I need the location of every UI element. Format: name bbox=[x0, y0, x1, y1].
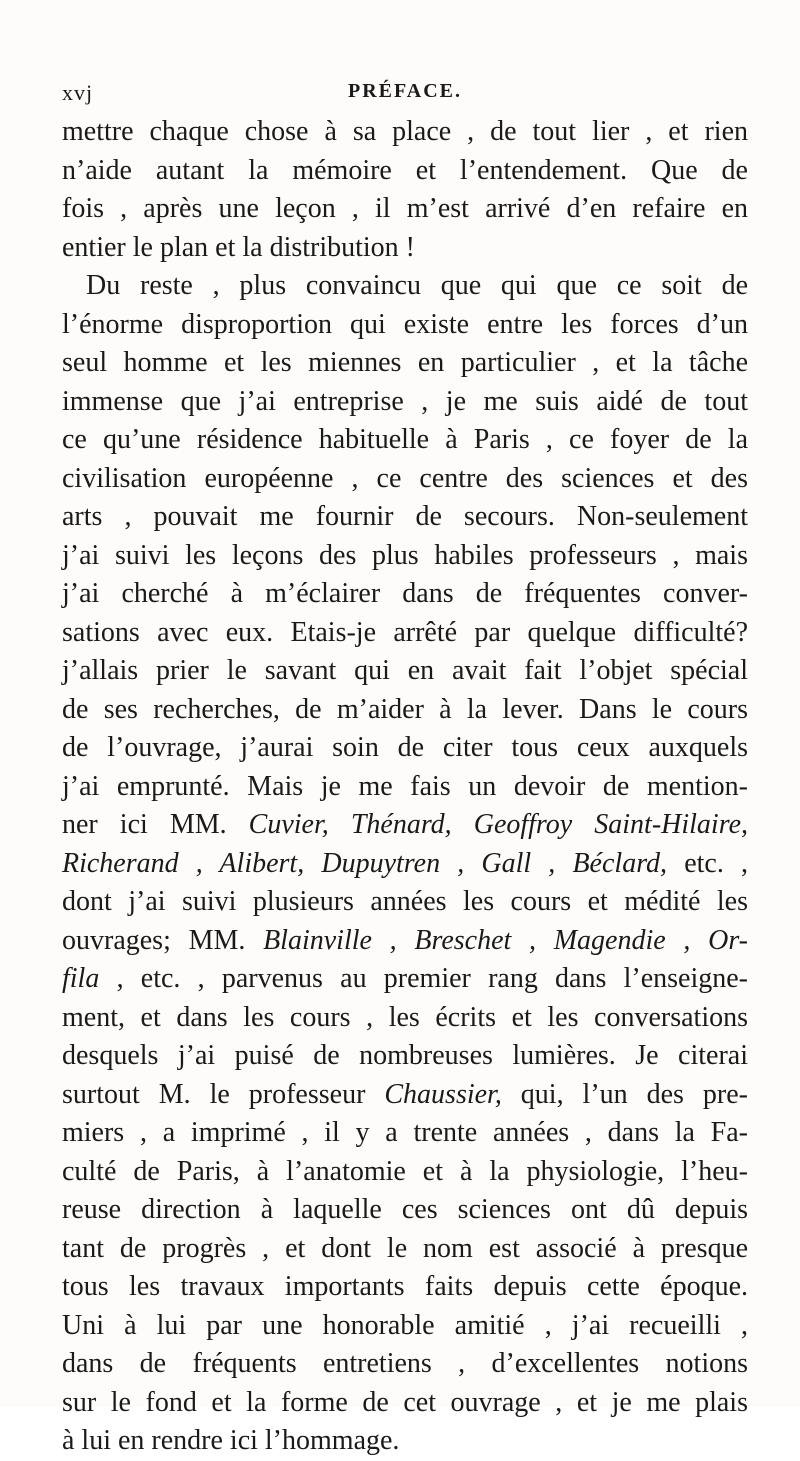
text-line: de ses recherches, de m’aider à la lever. Dans le cours bbox=[62, 693, 748, 725]
text-line: Richerand , Alibert, Dupuytren , Gall , Béclard, etc. , bbox=[62, 847, 749, 879]
text-line: miers , a imprimé , il y a trente années , dans la Fa- bbox=[62, 1117, 748, 1148]
text-line: j’allais prier le savant qui en avait fait l’objet spécial bbox=[62, 655, 748, 686]
text-line: Du reste , plus convaincu que qui que ce soit de bbox=[86, 270, 748, 301]
text-line: fila , etc. , parvenus au premier rang dans l’enseigne- bbox=[62, 963, 748, 994]
text-line: mettre chaque chose à sa place , de tout lier , et rien bbox=[62, 116, 748, 147]
text-line: fois , après une leçon , il m’est arrivé d’en refaire en bbox=[62, 193, 748, 224]
text-line: reuse direction à laquelle ces sciences ont dû depuis bbox=[62, 1194, 748, 1225]
text-line: immense que j’ai entreprise , je me suis aidé de tout bbox=[62, 385, 748, 417]
text-line: entier le plan et la distribution ! bbox=[62, 231, 416, 263]
text-line: tant de progrès , et dont le nom est associé à presque bbox=[62, 1232, 748, 1264]
text-line: dont j’ai suivi plusieurs années les cours et médité les bbox=[62, 886, 748, 917]
page-header bbox=[62, 80, 748, 110]
text-line: ouvrages; MM. Blainville , Breschet , Magendie , Or- bbox=[62, 924, 748, 956]
cited-names: Blainville , Breschet , Magendie , Or- bbox=[263, 924, 748, 956]
text-line: civilisation européenne , ce centre des sciences et des bbox=[62, 462, 748, 494]
cited-names: Chaussier, bbox=[384, 1078, 502, 1110]
text-line: ment, et dans les cours , les écrits et les conversations bbox=[62, 1001, 748, 1033]
text-line: Uni à lui par une honorable amitié , j’ai recueilli , bbox=[62, 1309, 748, 1341]
text-line: ner ici MM. Cuvier, Thénard, Geoffroy Saint-Hilaire, bbox=[62, 809, 748, 840]
text-line: de l’ouvrage, j’aurai soin de citer tous ceux auxquels bbox=[62, 732, 748, 763]
cited-names: Cuvier, Thénard, Geoffroy Saint-Hilaire, bbox=[248, 809, 748, 840]
text-line: sur le fond et la forme de cet ouvrage , et je me plais bbox=[62, 1386, 748, 1418]
text-line: desquels j’ai puisé de nombreuses lumières. Je citerai bbox=[62, 1040, 748, 1071]
text-line: à lui en rendre ici l’hommage. bbox=[62, 1425, 400, 1456]
text-line: l’énorme disproportion qui existe entre les forces d’un bbox=[62, 308, 748, 340]
cited-names: fila bbox=[62, 963, 100, 994]
cited-names: Richerand , Alibert, Dupuytren , Gall , Béclard, bbox=[62, 847, 668, 879]
text-line: ce qu’une résidence habituelle à Paris , ce foyer de la bbox=[62, 424, 748, 455]
text-line: n’aide autant la mémoire et l’entendement. Que de bbox=[62, 154, 748, 186]
text-line: surtout M. le professeur Chaussier, qui, l’un des pre- bbox=[62, 1078, 748, 1110]
text-line: arts , pouvait me fournir de secours. Non-seulement bbox=[62, 501, 748, 532]
body-text bbox=[62, 113, 748, 1461]
text-line: seul homme et les miennes en particulier , et la tâche bbox=[62, 347, 748, 378]
text-line: sations avec eux. Etais-je arrêté par quelque difficulté? bbox=[62, 616, 748, 648]
text-line: j’ai suivi les leçons des plus habiles professeurs , mais bbox=[62, 539, 748, 571]
text-line: j’ai emprunté. Mais je me fais un devoir de mention- bbox=[62, 770, 748, 802]
text-line: j’ai cherché à m’éclairer dans de fréquentes conver- bbox=[62, 578, 748, 609]
page-number: xvj bbox=[62, 80, 94, 105]
text-line: culté de Paris, à l’anatomie et à la physiologie, l’heu- bbox=[62, 1155, 748, 1187]
running-head: PRÉFACE. bbox=[348, 80, 462, 102]
text-line: dans de fréquents entretiens , d’excellentes notions bbox=[62, 1348, 748, 1379]
text-line: tous les travaux importants faits depuis cette époque. bbox=[62, 1271, 748, 1302]
